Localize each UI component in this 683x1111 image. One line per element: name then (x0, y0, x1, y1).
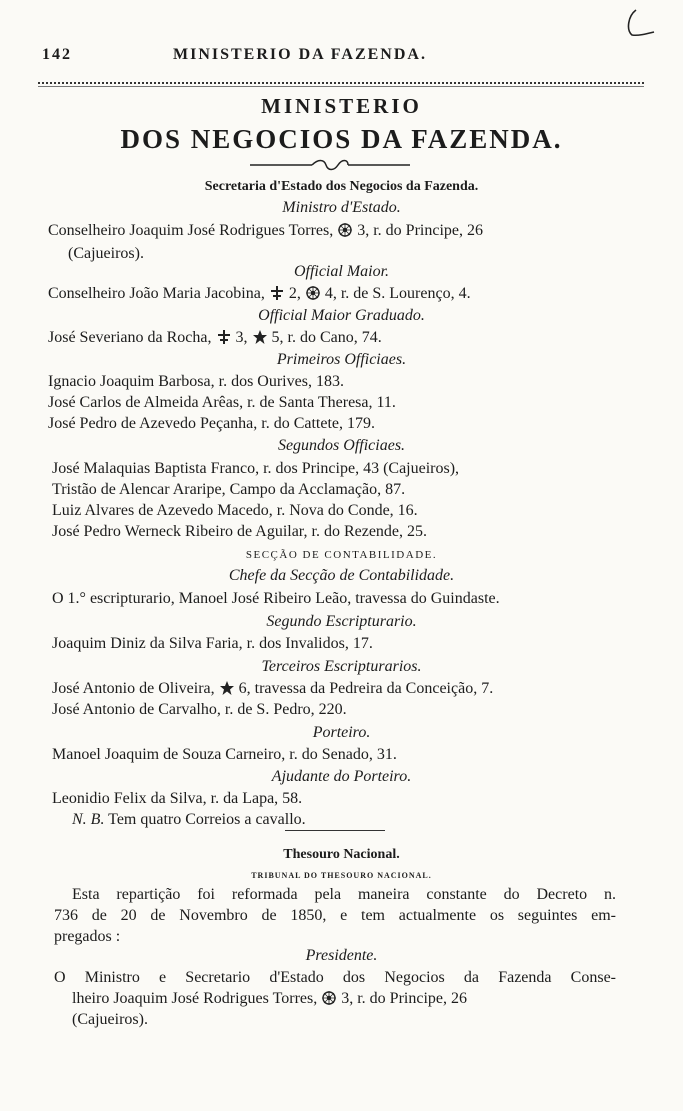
thesouro-title: Thesouro Nacional. (283, 847, 400, 862)
ministro-entry-cont: (Cajueiros). (68, 245, 144, 262)
cross-order-icon (216, 329, 232, 345)
segundo-oficial: José Pedro Werneck Ribeiro de Aguilar, r. do Rezende, 25. (52, 523, 428, 540)
graduado-entry: José Severiano da Rocha, 3, 5, r. do Cano, 74. (48, 329, 382, 346)
primeiro-oficial: José Carlos de Almeida Arêas, r. de Santa Theresa, 11. (48, 394, 396, 411)
chefe-heading: Chefe da Secção de Contabilidade. (228, 567, 455, 584)
oficial-maior-entry: Conselheiro João Maria Jacobina, 2, 4, r. de S. Lourenço, 4. (48, 285, 471, 302)
thesouro-intro-line3: pregados : (54, 928, 121, 945)
presidente-entry-line3: (Cajueiros). (72, 1011, 148, 1028)
segundo-oficial: Tristão de Alencar Araripe, Campo da Acclamação, 87. (52, 481, 406, 498)
ajudante-entry: Leonidio Felix da Silva, r. da Lapa, 58. (52, 790, 303, 807)
ministry-title-line2: DOS NEGOCIOS DA FAZENDA. (120, 124, 563, 154)
handwritten-corner-mark (622, 8, 656, 38)
thesouro-intro-line1: Esta repartição foi reformada pela maneira constante do Decreto n. (72, 886, 616, 903)
page-number: 142 (42, 46, 72, 63)
presidente-heading: Presidente. (305, 947, 378, 964)
running-title: MINISTERIO DA FAZENDA. (173, 46, 427, 63)
running-head (38, 46, 648, 70)
graduado-heading: Official Maior Graduado. (258, 307, 425, 324)
fleuron-ornament-icon (250, 159, 410, 171)
rose-order-icon (337, 222, 353, 238)
star-order-icon (219, 680, 235, 696)
section-divider-rule (285, 830, 385, 831)
oficial-maior-heading: Official Maior. (293, 263, 390, 280)
thesouro-subtitle: TRIBUNAL DO THESOURO NACIONAL. (251, 871, 432, 880)
header-rule (38, 86, 644, 87)
presidente-entry-line2: lheiro Joaquim José Rodrigues Torres, 3, r. do Principe, 26 (72, 990, 467, 1007)
segundo-escripturario-heading: Segundo Escripturario. (266, 613, 417, 630)
rose-order-icon (321, 990, 337, 1006)
star-order-icon (252, 329, 268, 345)
primeiros-heading: Primeiros Officiaes. (276, 351, 407, 368)
contabilidade-heading: SECÇÃO DE CONTABILIDADE. (245, 549, 438, 561)
segundo-escripturario-entry: Joaquim Diniz da Silva Faria, r. dos Invalidos, 17. (52, 635, 373, 652)
terceiro-escripturario: José Antonio de Carvalho, r. de S. Pedro, 220. (52, 701, 347, 718)
rose-order-icon (305, 285, 321, 301)
presidente-entry-line1: O Ministro e Secretario d'Estado dos Negocios da Fazenda Conse- (54, 969, 616, 986)
chefe-entry: O 1.° escripturario, Manoel José Ribeiro Leão, travessa do Guindaste. (52, 590, 500, 607)
ajudante-heading: Ajudante do Porteiro. (271, 768, 412, 785)
secretaria-heading: Secretaria d'Estado dos Negocios da Fazenda. (204, 179, 479, 194)
segundo-oficial: Luiz Alvares de Azevedo Macedo, r. Nova do Conde, 16. (52, 502, 418, 519)
terceiro-escripturario: José Antonio de Oliveira, 6, travessa da Pedreira da Conceição, 7. (52, 680, 494, 697)
nota-bene: N. B. Tem quatro Correios a cavallo. (72, 811, 306, 828)
porteiro-heading: Porteiro. (312, 724, 371, 741)
cross-order-icon (269, 285, 285, 301)
segundos-heading: Segundos Officiaes. (277, 437, 406, 454)
porteiro-entry: Manoel Joaquim de Souza Carneiro, r. do Senado, 31. (52, 746, 397, 763)
header-dotted-rule (38, 82, 644, 84)
ministry-title-line1: MINISTERIO (261, 94, 422, 118)
ministro-entry: Conselheiro Joaquim José Rodrigues Torres, 3, r. do Principe, 26 (48, 222, 483, 239)
primeiro-oficial: Ignacio Joaquim Barbosa, r. dos Ourives, 183. (48, 373, 344, 390)
ministro-heading: Ministro d'Estado. (282, 199, 401, 216)
thesouro-intro-line2: 736 de 20 de Novembro de 1850, e tem actualmente os seguintes em- (54, 907, 616, 924)
terceiros-heading: Terceiros Escripturarios. (261, 658, 422, 675)
primeiro-oficial: José Pedro de Azevedo Peçanha, r. do Cattete, 179. (48, 415, 376, 432)
segundo-oficial: José Malaquias Baptista Franco, r. dos Principe, 43 (Cajueiros), (52, 460, 460, 477)
